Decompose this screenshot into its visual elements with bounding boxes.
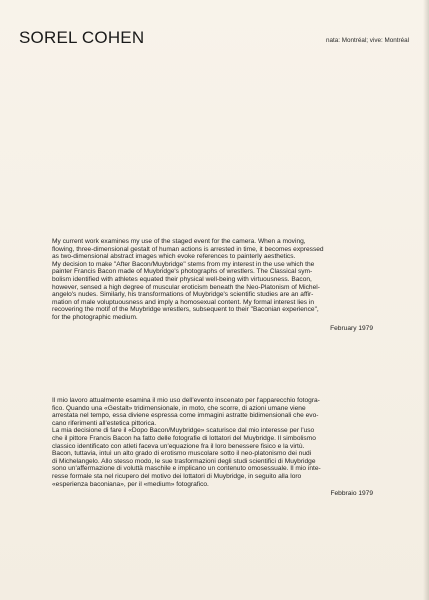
italian-line: classico identificato con atleti faceva un'equazione fra il loro benessere fisico e la virtù. [52,442,305,450]
english-line: as two-dimensional abstract images which evoke references to painterly aesthetics. [52,253,296,261]
english-line: angelo's nudes. Similarly, his transformations of Muybridge's scientific studies are an affir- [52,291,314,299]
italian-line: arrestata nel tempo, essa diviene espressa come immagini astratte bidimensionali che evo- [52,412,319,420]
english-line: bolism identified with athletes equated their physical well-being with virtuousness. Bacon, [52,275,312,283]
english-line: painter Francis Bacon made of Muybridge's photographs of wrestlers. The Classical sym- [52,268,313,276]
english-line: My current work examines my use of the staged event for the camera. When a moving, [52,238,306,245]
italian-line: La mia decisione di fare il «Dopo Bacon/Muybridge» scaturisce dal mio interesse per l'uso [52,427,315,435]
english-date: February 1979 [330,325,373,332]
english-line: however, sensed a high degree of muscular eroticism beneath the Neo-Platonism of Michel- [52,283,320,291]
artist-name-heading: SOREL COHEN [19,28,145,47]
english-line: flowing, three-dimensional gestalt of human actions is arrested in time, it becomes expressed [52,245,324,253]
italian-line: resse formale sta nel ricupero del motivo dei lottatori di Muybridge, in seguito alla loro [52,472,302,480]
english-line: for the photographic medium. [52,313,138,321]
italian-line: che il pittore Francis Bacon ha fatto delle fotografie di lottatori del Muybridge. Il simbolismo [52,434,316,442]
page-edge-shadow [423,0,429,600]
english-line: recovering the motif of the Muybridge wrestlers, subsequent to their "Baconian experience", [52,306,319,314]
italian-line: sono un'affermazione di voluttà maschile e implicano un contenuto omosessuale. Il mio inte- [52,465,321,473]
italian-line: fico. Quando una «Gestalt» tridimensionale, in moto, che scorre, di azioni umane viene [52,404,306,412]
italian-date: Febbraio 1979 [330,490,373,497]
italian-line: cano riferimenti all'estetica pittorica. [52,419,157,427]
italian-line: di Michelangelo. Allo stesso modo, le sue trasformazioni degli studi scientifici di Muybridge [52,457,316,465]
english-statement [52,238,389,322]
artist-origin: nata: Montréal; vive: Montréal [326,37,409,44]
english-line: mation of male voluptuousness and imply a homosexual content. My formal interest lies in [52,298,315,306]
english-line: My decision to make "After Bacon/Muybridge" stems from my interest in the use which the [52,260,315,268]
italian-line: Il mio lavoro attualmente esamina il mio uso dell'evento inscenato per l'apparecchio fotogra- [52,397,320,404]
italian-statement [52,397,389,488]
italian-line: Bacon, tuttavia, intuì un alto grado di erotismo muscolare sotto il neo-platonismo dei nudi [52,450,312,458]
italian-line: «esperienza baconiana», per il «medium» fotografico. [52,480,209,488]
